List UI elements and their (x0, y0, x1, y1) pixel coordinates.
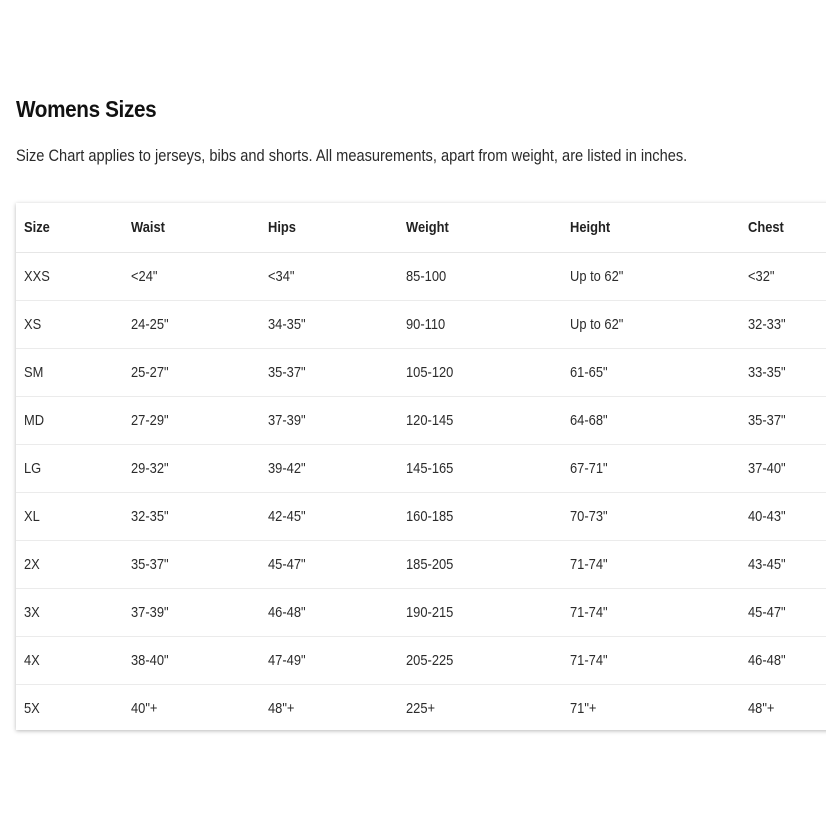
cell-hips (260, 685, 398, 731)
cell-value: 46-48" (268, 604, 306, 621)
cell-waist (123, 445, 260, 493)
cell-weight (398, 445, 562, 493)
cell-value: <24" (131, 268, 158, 285)
cell-value: 105-120 (406, 364, 454, 381)
cell-value: 34-35" (268, 316, 306, 333)
cell-value: XXS (24, 268, 50, 285)
cell-value: 71-74" (570, 652, 608, 669)
cell-value: 33-35" (748, 364, 786, 381)
cell-value: 145-165 (406, 460, 454, 477)
cell-value: 2X (24, 556, 40, 573)
cell-value: 46-48" (748, 652, 786, 669)
cell-chest (740, 397, 826, 445)
cell-hips (260, 637, 398, 685)
page-title: Womens Sizes (16, 96, 157, 122)
cell-height (562, 349, 740, 397)
cell-value: 5X (24, 700, 40, 717)
cell-value: LG (24, 460, 42, 477)
cell-value: 120-145 (406, 412, 454, 429)
cell-hips (260, 493, 398, 541)
header-row (16, 203, 826, 253)
cell-chest (740, 589, 826, 637)
cell-chest (740, 445, 826, 493)
cell-value: 47-49" (268, 652, 306, 669)
column-header-label: Waist (131, 219, 165, 236)
cell-hips (260, 445, 398, 493)
cell-weight (398, 397, 562, 445)
column-header-waist (123, 203, 260, 253)
cell-value: 27-29" (131, 412, 169, 429)
table-row (16, 301, 826, 349)
table-row (16, 397, 826, 445)
cell-waist (123, 253, 260, 301)
cell-weight (398, 685, 562, 731)
cell-waist (123, 349, 260, 397)
cell-value: 3X (24, 604, 40, 621)
cell-value: 45-47" (748, 604, 786, 621)
cell-chest (740, 685, 826, 731)
cell-value: 35-37" (131, 556, 169, 573)
cell-value: 37-40" (748, 460, 786, 477)
cell-chest (740, 253, 826, 301)
cell-value: 61-65" (570, 364, 608, 381)
cell-value: 190-215 (406, 604, 454, 621)
cell-height (562, 637, 740, 685)
cell-value: 225+ (406, 700, 436, 717)
cell-value: 25-27" (131, 364, 169, 381)
cell-value: 32-33" (748, 316, 786, 333)
cell-size (16, 637, 123, 685)
cell-size (16, 301, 123, 349)
cell-value: 40"+ (131, 700, 158, 717)
cell-weight (398, 637, 562, 685)
cell-value: 70-73" (570, 508, 608, 525)
size-chart-table (16, 203, 826, 730)
cell-hips (260, 541, 398, 589)
cell-height (562, 397, 740, 445)
cell-value: 29-32" (131, 460, 169, 477)
table-row (16, 349, 826, 397)
column-header-label: Height (570, 219, 611, 236)
table-row (16, 445, 826, 493)
column-header-weight (398, 203, 562, 253)
cell-height (562, 445, 740, 493)
cell-value: 40-43" (748, 508, 786, 525)
column-header-label: Hips (268, 219, 296, 236)
cell-size (16, 493, 123, 541)
cell-weight (398, 541, 562, 589)
cell-size (16, 397, 123, 445)
cell-chest (740, 637, 826, 685)
cell-value: 71-74" (570, 604, 608, 621)
table-row (16, 253, 826, 301)
cell-waist (123, 541, 260, 589)
cell-waist (123, 301, 260, 349)
cell-value: 85-100 (406, 268, 447, 285)
cell-value: <34" (268, 268, 295, 285)
cell-value: Up to 62" (570, 316, 624, 333)
cell-value: 48"+ (268, 700, 295, 717)
column-header-size (16, 203, 123, 253)
cell-height (562, 493, 740, 541)
column-header-chest (740, 203, 826, 253)
cell-value: 39-42" (268, 460, 306, 477)
cell-value: SM (24, 364, 44, 381)
column-header-height (562, 203, 740, 253)
column-header-label: Weight (406, 219, 449, 236)
cell-value: 71-74" (570, 556, 608, 573)
page-description: Size Chart applies to jerseys, bibs and shorts. All measurements, apart from weight, are listed in inches. (16, 146, 688, 165)
cell-height (562, 685, 740, 731)
cell-size (16, 685, 123, 731)
cell-value: 185-205 (406, 556, 454, 573)
table-row (16, 541, 826, 589)
cell-weight (398, 301, 562, 349)
cell-height (562, 253, 740, 301)
cell-height (562, 589, 740, 637)
cell-value: XL (24, 508, 40, 525)
cell-hips (260, 301, 398, 349)
cell-value: Up to 62" (570, 268, 624, 285)
cell-chest (740, 349, 826, 397)
cell-value: 71"+ (570, 700, 597, 717)
cell-chest (740, 541, 826, 589)
cell-waist (123, 637, 260, 685)
table-row (16, 637, 826, 685)
cell-value: XS (24, 316, 42, 333)
cell-value: 90-110 (406, 316, 446, 333)
column-header-hips (260, 203, 398, 253)
cell-value: 24-25" (131, 316, 169, 333)
size-chart-card (16, 203, 826, 730)
cell-value: 64-68" (570, 412, 608, 429)
cell-value: 160-185 (406, 508, 454, 525)
cell-size (16, 445, 123, 493)
table-body (16, 253, 826, 731)
cell-value: 32-35" (131, 508, 169, 525)
cell-waist (123, 589, 260, 637)
table-header (16, 203, 826, 253)
cell-value: 35-37" (748, 412, 786, 429)
cell-value: 48"+ (748, 700, 775, 717)
cell-size (16, 541, 123, 589)
cell-height (562, 541, 740, 589)
cell-hips (260, 397, 398, 445)
cell-weight (398, 589, 562, 637)
cell-value: 42-45" (268, 508, 306, 525)
cell-weight (398, 253, 562, 301)
cell-hips (260, 589, 398, 637)
cell-hips (260, 253, 398, 301)
table-row (16, 493, 826, 541)
cell-size (16, 349, 123, 397)
cell-value: 205-225 (406, 652, 454, 669)
cell-value: 37-39" (268, 412, 306, 429)
cell-size (16, 589, 123, 637)
cell-chest (740, 493, 826, 541)
cell-size (16, 253, 123, 301)
cell-waist (123, 685, 260, 731)
cell-value: 67-71" (570, 460, 608, 477)
cell-value: 35-37" (268, 364, 306, 381)
cell-value: 4X (24, 652, 40, 669)
cell-value: 37-39" (131, 604, 169, 621)
table-row (16, 589, 826, 637)
cell-value: MD (24, 412, 45, 429)
cell-value: 43-45" (748, 556, 786, 573)
cell-waist (123, 493, 260, 541)
cell-value: 38-40" (131, 652, 169, 669)
cell-hips (260, 349, 398, 397)
cell-weight (398, 349, 562, 397)
cell-height (562, 301, 740, 349)
table-row (16, 685, 826, 731)
cell-weight (398, 493, 562, 541)
cell-chest (740, 301, 826, 349)
column-header-label: Chest (748, 219, 784, 236)
cell-waist (123, 397, 260, 445)
cell-value: <32" (748, 268, 775, 285)
cell-value: 45-47" (268, 556, 306, 573)
column-header-label: Size (24, 219, 50, 236)
